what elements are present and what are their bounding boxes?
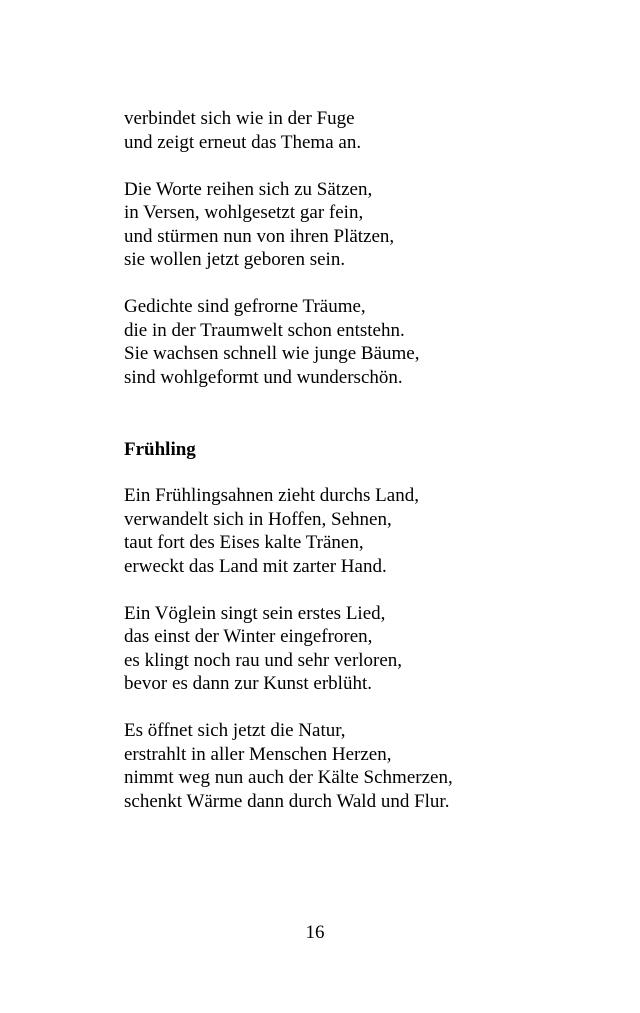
verse-line: verwandelt sich in Hoffen, Sehnen,	[124, 508, 392, 530]
verse-line: sind wohlgeformt und wunderschön.	[124, 366, 403, 388]
verse-line: es klingt noch rau und sehr verloren,	[124, 649, 403, 671]
stanza	[124, 719, 594, 813]
verse-line: das einst der Winter eingefroren,	[124, 626, 373, 647]
page-number: 16	[305, 922, 325, 943]
poem-title: Frühling	[124, 439, 196, 460]
stanza	[124, 107, 594, 154]
verse-line: Ein Vöglein singt sein erstes Lied,	[124, 602, 386, 624]
verse-line: Die Worte reihen sich zu Sätzen,	[124, 178, 373, 200]
continued-poem	[124, 107, 594, 389]
verse-line: Es öffnet sich jetzt die Natur,	[124, 720, 346, 741]
verse-line: taut fort des Eises kalte Tränen,	[124, 532, 364, 553]
verse-line: Sie wachsen schnell wie junge Bäume,	[124, 343, 420, 364]
verse-line: nimmt weg nun auch der Kälte Schmerzen,	[124, 767, 453, 788]
verse-line: verbindet sich wie in der Fuge	[124, 108, 355, 129]
verse-line: Ein Frühlingsahnen zieht durchs Land,	[124, 485, 419, 506]
verse-line: erstrahlt in aller Menschen Herzen,	[124, 743, 392, 765]
verse-line: sie wollen jetzt geboren sein.	[124, 249, 346, 270]
verse-line: erweckt das Land mit zarter Hand.	[124, 555, 387, 577]
stanza	[124, 484, 594, 578]
poem-body	[124, 484, 594, 813]
verse-line: in Versen, wohlgesetzt gar fein,	[124, 202, 364, 223]
verse-line: schenkt Wärme dann durch Wald und Flur.	[124, 790, 450, 812]
verse-line: Gedichte sind gefrorne Träume,	[124, 296, 366, 317]
stanza	[124, 295, 594, 389]
verse-line: und zeigt erneut das Thema an.	[124, 131, 362, 153]
verse-line: und stürmen nun von ihren Plätzen,	[124, 225, 395, 247]
verse-line: die in der Traumwelt schon entstehn.	[124, 319, 405, 341]
stanza	[124, 178, 594, 272]
stanza	[124, 602, 594, 696]
verse-line: bevor es dann zur Kunst erblüht.	[124, 673, 372, 694]
